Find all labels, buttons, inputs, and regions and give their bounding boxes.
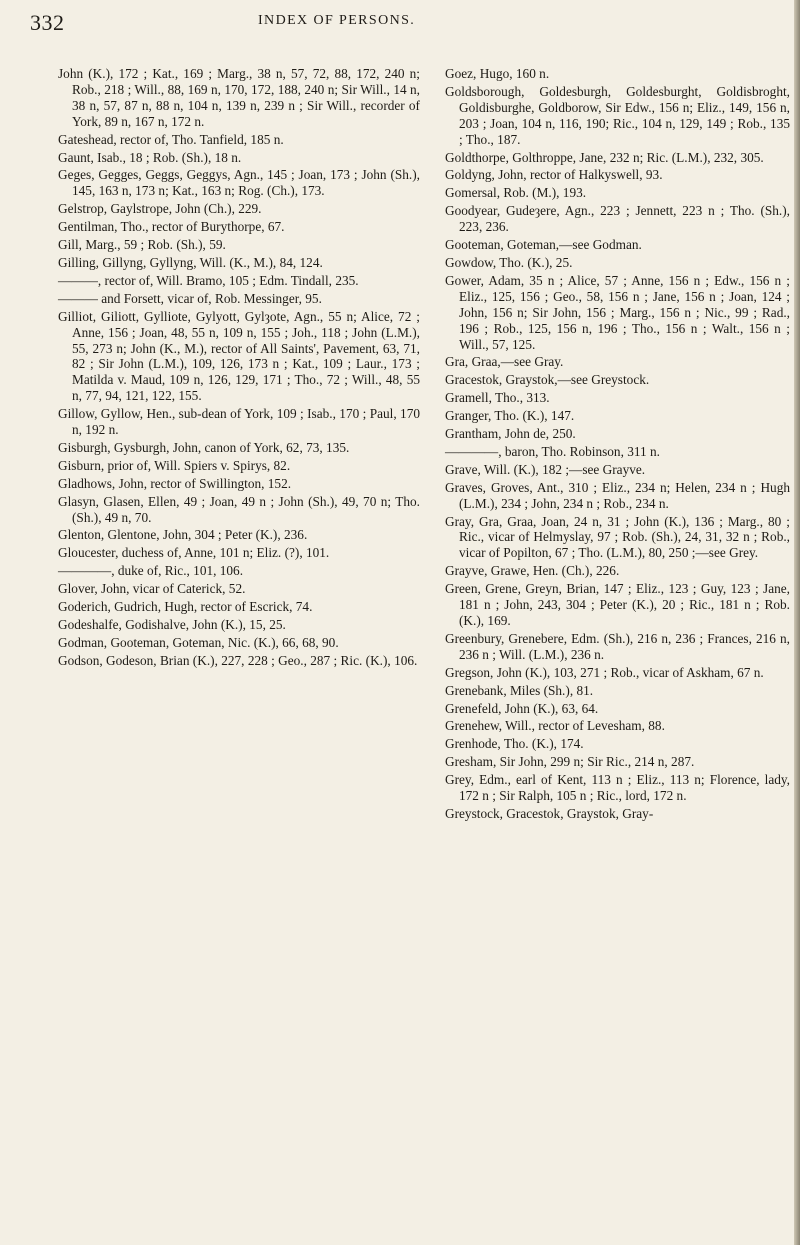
- index-entry: ————, baron, Tho. Robinson, 311 n.: [445, 443, 660, 459]
- index-entry: Graves, Groves, Ant., 310 ; Eliz., 234 n; Helen, 234 n ; Hugh (L.M.), 234 ; John, 234 n ; Rob., 234 n.: [445, 479, 790, 511]
- index-entry: Gill, Marg., 59 ; Rob. (Sh.), 59.: [58, 237, 226, 253]
- index-entry: ———, rector of, Will. Bramo, 105 ; Edm. Tindall, 235.: [58, 272, 359, 288]
- index-entry: Gresham, Sir John, 299 n; Sir Ric., 214 n, 287.: [445, 754, 695, 770]
- index-entry: Gilling, Gillyng, Gyllyng, Will. (K., M.), 84, 124.: [58, 254, 323, 270]
- page-edge-shadow: [794, 0, 800, 1245]
- index-entry: Gentilman, Tho., rector of Burythorpe, 67.: [58, 219, 285, 235]
- index-entry: Gramell, Tho., 313.: [445, 390, 550, 406]
- index-entry: Grantham, John de, 250.: [445, 426, 576, 442]
- index-entry: Goderich, Gudrich, Hugh, rector of Escrick, 74.: [58, 599, 313, 615]
- right-column: [445, 66, 790, 824]
- index-entry: Godman, Gooteman, Goteman, Nic. (K.), 66, 68, 90.: [58, 634, 339, 650]
- index-entry: Gowdow, Tho. (K.), 25.: [445, 254, 573, 270]
- index-entry: Grey, Edm., earl of Kent, 113 n ; Eliz., 113 n; Florence, lady, 172 n ; Sir Ralph, 105 n ; Ric., lord, 172 n.: [445, 772, 790, 804]
- index-entry: Gisburgh, Gysburgh, John, canon of York, 62, 73, 135.: [58, 439, 350, 455]
- index-entry: Gower, Adam, 35 n ; Alice, 57 ; Anne, 156 n ; Edw., 156 n ; Eliz., 125, 156 ; Geo., 58, 156 n ; Jane, 156 n ; Joan, 124 ; John, 156 n; Sir John, 156 ; Marg., 156 n ; Nic., 99 ; Rad., 196 ; Rob., 125, 156 n, 196 ; Tho., 156 n ; Walt., 156 n ; Will., 57, 125.: [445, 272, 790, 352]
- index-entry: Gracestok, Graystok,—see Greystock.: [445, 372, 650, 388]
- index-entry: Gloucester, duchess of, Anne, 101 n; Eliz. (?), 101.: [58, 545, 330, 561]
- index-entry: Grenebank, Miles (Sh.), 81.: [445, 682, 594, 698]
- index-entry: Gelstrop, Gaylstrope, John (Ch.), 229.: [58, 201, 262, 217]
- index-entry: Grenhode, Tho. (K.), 174.: [445, 736, 584, 752]
- left-column: [58, 66, 420, 671]
- index-entry: Glasyn, Glasen, Ellen, 49 ; Joan, 49 n ; John (Sh.), 49, 70 n; Tho. (Sh.), 49 n, 70.: [58, 493, 420, 525]
- index-entry: Grayve, Grawe, Hen. (Ch.), 226.: [445, 563, 620, 579]
- index-entry: Godson, Godeson, Brian (K.), 227, 228 ; Geo., 287 ; Ric. (K.), 106.: [58, 652, 418, 668]
- index-entry: Greystock, Gracestok, Graystok, Gray-: [445, 805, 654, 821]
- index-entry: Gray, Gra, Graa, Joan, 24 n, 31 ; John (K.), 136 ; Marg., 80 ; Ric., vicar of Helmyslay, 97 ; Rob. (Sh.), 24, 31, 32 n ; Rob., vicar of Popilton, 67 ; Tho. (L.M.), 80, 250 ;—see Grey.: [445, 513, 790, 561]
- index-entry: Goldyng, John, rector of Halkyswell, 93.: [445, 167, 663, 183]
- index-entry: Goldthorpe, Golthroppe, Jane, 232 n; Ric. (L.M.), 232, 305.: [445, 149, 764, 165]
- page-number: 332: [30, 10, 65, 35]
- index-entry: ——— and Forsett, vicar of, Rob. Messinger, 95.: [58, 290, 322, 306]
- index-entry: Greenbury, Grenebere, Edm. (Sh.), 216 n, 236 ; Frances, 216 n, 236 n ; Will. (L.M.), 236 n.: [445, 630, 790, 662]
- index-entry: Gooteman, Goteman,—see Godman.: [445, 237, 642, 253]
- index-entry: Grenehew, Will., rector of Levesham, 88.: [445, 718, 665, 734]
- index-entry: Granger, Tho. (K.), 147.: [445, 408, 575, 424]
- running-title: INDEX OF PERSONS.: [258, 13, 416, 28]
- index-entry: Geges, Gegges, Geggs, Geggys, Agn., 145 ; Joan, 173 ; John (Sh.), 145, 163 n, 173 n; Kat., 163 n; Rog. (Ch.), 173.: [58, 167, 420, 199]
- index-entry: Glover, John, vicar of Caterick, 52.: [58, 581, 246, 597]
- index-entry: ————, duke of, Ric., 101, 106.: [58, 563, 244, 579]
- index-entry: Grenefeld, John (K.), 63, 64.: [445, 700, 599, 716]
- index-entry: Gateshead, rector of, Tho. Tanfield, 185 n.: [58, 131, 284, 147]
- index-entry: Gra, Graa,—see Gray.: [445, 354, 564, 370]
- index-entry: Gregson, John (K.), 103, 271 ; Rob., vicar of Askham, 67 n.: [445, 664, 764, 680]
- index-entry: John (K.), 172 ; Kat., 169 ; Marg., 38 n, 57, 72, 88, 172, 240 n; Rob., 218 ; Will., 88, 169 n, 170, 172, 188, 240 n; Sir Will., 14 n, 38 n, 57, 87 n, 88 n, 104 n, 139 n, 239 n ; Sir Will., recorder of York, 89 n, 167 n, 172 n.: [58, 66, 420, 129]
- index-entry: Gilliot, Giliott, Gylliote, Gylyott, Gylȝote, Agn., 55 n; Alice, 72 ; Anne, 156 ; Joan, 48, 55 n, 109 n, 155 ; Joh., 118 ; John (L.M.), 55, 273 n; John (K., M.), rector of All Saints', Pavement, 63, 71, 82 ; Sir John (L.M.), 109, 126, 173 n ; Kat., 109 ; Laur., 173 ; Matilda v. Maud, 109 n, 126, 129, 171 ; Tho., 72 ; Will., 48, 55 n, 77, 94, 121, 122, 155.: [58, 308, 420, 404]
- index-entry: Goez, Hugo, 160 n.: [445, 66, 550, 81]
- index-entry: Glenton, Glentone, John, 304 ; Peter (K.), 236.: [58, 527, 308, 543]
- index-entry: Godeshalfe, Godishalve, John (K.), 15, 25.: [58, 617, 286, 632]
- index-entry: Grave, Will. (K.), 182 ;—see Grayve.: [445, 461, 646, 477]
- index-entry: Goodyear, Gudeȝere, Agn., 223 ; Jennett, 223 n ; Tho. (Sh.), 223, 236.: [445, 203, 790, 235]
- index-entry: Gillow, Gyllow, Hen., sub-dean of York, 109 ; Isab., 170 ; Paul, 170 n, 192 n.: [58, 406, 420, 438]
- index-entry: Green, Grene, Greyn, Brian, 147 ; Eliz., 123 ; Guy, 123 ; Jane, 181 n ; John, 243, 304 ; Peter (K.), 20 ; Ric., 181 n ; Rob. (K.), 169.: [445, 581, 790, 628]
- index-entry: Goldsborough, Goldesburgh, Goldesburght, Goldisbroght, Goldisburghe, Goldborow, Sir Edw., 156 n; Eliz., 149, 156 n, 203 ; Joan, 104 n, 116, 190; Ric., 104 n, 129, 149 ; Rob., 135 ; Tho., 187.: [445, 83, 790, 147]
- index-entry: Gladhows, John, rector of Swillington, 152.: [58, 475, 292, 491]
- index-entry: Gisburn, prior of, Will. Spiers v. Spirys, 82.: [58, 457, 291, 473]
- index-entry: Gomersal, Rob. (M.), 193.: [445, 185, 587, 201]
- index-entry: Gaunt, Isab., 18 ; Rob. (Sh.), 18 n.: [58, 149, 242, 165]
